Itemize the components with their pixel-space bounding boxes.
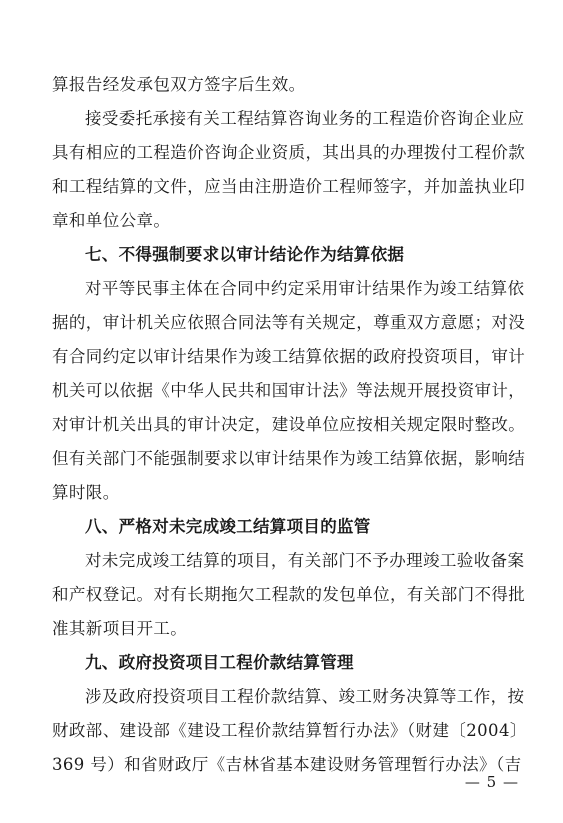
paragraph-line: 有合同约定以审计结果作为竣工结算依据的政府投资项目，审计: [52, 347, 526, 366]
page-number: — 5 —: [464, 773, 519, 791]
section-heading: 八、严格对未完成竣工结算项目的监管: [85, 517, 371, 536]
paragraph-line: 具有相应的工程造价咨询企业资质，其出具的办理拨付工程价款: [52, 143, 526, 162]
paragraph-line: 接受委托承接有关工程结算咨询业务的工程造价咨询企业应: [85, 109, 525, 128]
section-heading: 七、不得强制要求以审计结论作为结算依据: [85, 245, 405, 264]
paragraph-line: 财政部、建设部《建设工程价款结算暂行办法》（财建〔2004〕: [52, 721, 527, 740]
paragraph-line: 对审计机关出具的审计决定，建设单位应按相关规定限时整改。: [52, 415, 526, 434]
paragraph-line: 对平等民事主体在合同中约定采用审计结果作为竣工结算依: [85, 279, 525, 298]
paragraph-line: 算报告经发承包双方签字后生效。: [52, 75, 306, 94]
paragraph-line: 算时限。: [52, 483, 120, 502]
paragraph-line: 章和单位公章。: [52, 211, 171, 230]
paragraph-line: 据的，审计机关应依照合同法等有关规定，尊重双方意愿；对没: [52, 313, 526, 332]
section-heading: 九、政府投资项目工程价款结算管理: [85, 653, 354, 672]
paragraph-line: 369 号）和省财政厅《吉林省基本建设财务管理暂行办法》（吉: [52, 755, 522, 774]
paragraph-line: 对未完成竣工结算的项目，有关部门不予办理竣工验收备案: [85, 551, 525, 570]
paragraph-line: 但有关部门不能强制要求以审计结果作为竣工结算依据，影响结: [52, 449, 526, 468]
paragraph-line: 机关可以依据《中华人民共和国审计法》等法规开展投资审计，: [52, 381, 526, 400]
document-body: [52, 68, 527, 782]
paragraph-line: 准其新项目开工。: [52, 619, 188, 638]
paragraph-line: 和产权登记。对有长期拖欠工程款的发包单位，有关部门不得批: [52, 585, 526, 604]
paragraph-line: 和工程结算的文件，应当由注册造价工程师签字，并加盖执业印: [52, 177, 526, 196]
paragraph-line: 涉及政府投资项目工程价款结算、竣工财务决算等工作，按: [85, 687, 525, 706]
